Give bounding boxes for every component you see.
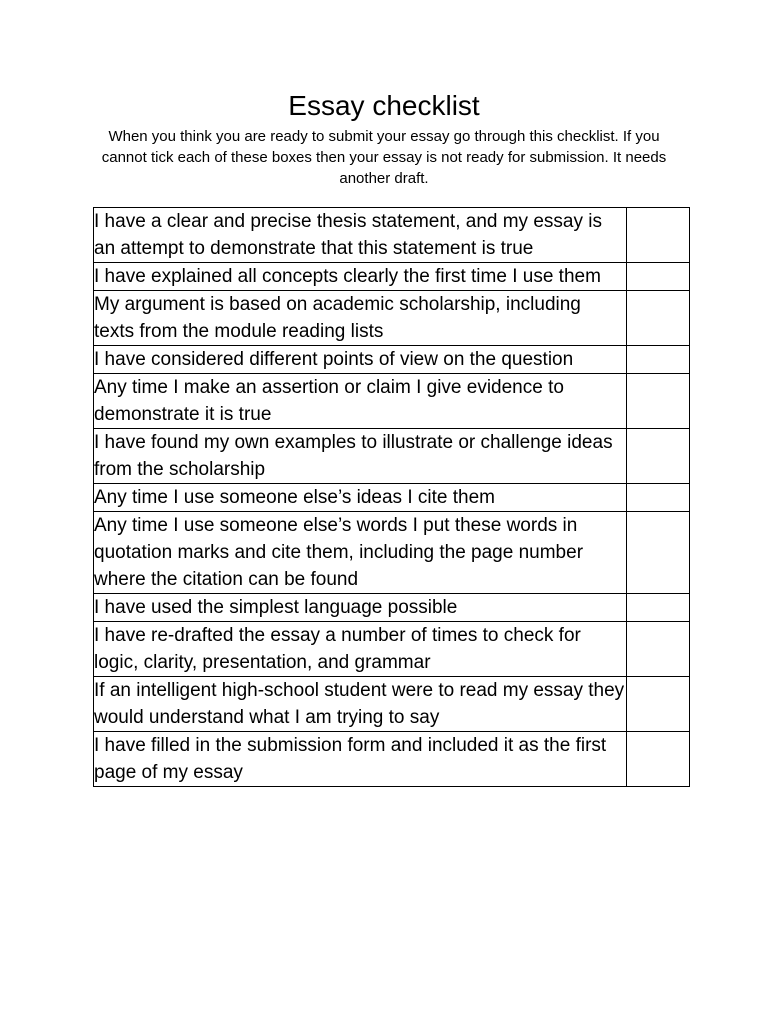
checklist-row (94, 677, 690, 732)
checklist-row (94, 374, 690, 429)
checklist-row (94, 512, 690, 594)
checklist-item-text: I have re-drafted the essay a number of times to check for logic, clarity, presentation, and grammar (94, 622, 627, 677)
checklist-row (94, 291, 690, 346)
tick-box[interactable] (627, 594, 690, 622)
checklist-item-text: Any time I use someone else’s words I put these words in quotation marks and cite them, including the page number where the citation can be found (94, 512, 627, 594)
checklist-item-text: I have found my own examples to illustrate or challenge ideas from the scholarship (94, 429, 627, 484)
tick-box[interactable] (627, 374, 690, 429)
checklist-row (94, 622, 690, 677)
tick-box[interactable] (627, 484, 690, 512)
tick-box[interactable] (627, 346, 690, 374)
checklist-item-text: I have used the simplest language possible (94, 594, 627, 622)
checklist-item-text: I have considered different points of view on the question (94, 346, 627, 374)
checklist-row (94, 346, 690, 374)
checklist-table (93, 207, 690, 787)
tick-box[interactable] (627, 732, 690, 787)
tick-box[interactable] (627, 677, 690, 732)
checklist-row (94, 484, 690, 512)
tick-box[interactable] (627, 512, 690, 594)
checklist-item-text: Any time I use someone else’s ideas I cite them (94, 484, 627, 512)
checklist-item-text: Any time I make an assertion or claim I give evidence to demonstrate it is true (94, 374, 627, 429)
checklist-row (94, 263, 690, 291)
tick-box[interactable] (627, 208, 690, 263)
tick-box[interactable] (627, 291, 690, 346)
tick-box[interactable] (627, 622, 690, 677)
checklist-item-text: I have a clear and precise thesis statement, and my essay is an attempt to demonstrate that this statement is true (94, 208, 627, 263)
checklist-row (94, 732, 690, 787)
checklist-row (94, 594, 690, 622)
checklist-row (94, 429, 690, 484)
checklist-item-text: If an intelligent high-school student were to read my essay they would understand what I am trying to say (94, 677, 627, 732)
page-title: Essay checklist (288, 90, 480, 121)
checklist-row (94, 208, 690, 263)
checklist-item-text: I have filled in the submission form and included it as the first page of my essay (94, 732, 627, 787)
checklist-item-text: I have explained all concepts clearly the first time I use them (94, 263, 627, 291)
instructions-text: When you think you are ready to submit your essay go through this checklist. If you cannot tick each of these boxes then your essay is not ready for submission. It needs another draft. (101, 128, 667, 187)
tick-box[interactable] (627, 263, 690, 291)
checklist-item-text: My argument is based on academic scholarship, including texts from the module reading lists (94, 291, 627, 346)
tick-box[interactable] (627, 429, 690, 484)
